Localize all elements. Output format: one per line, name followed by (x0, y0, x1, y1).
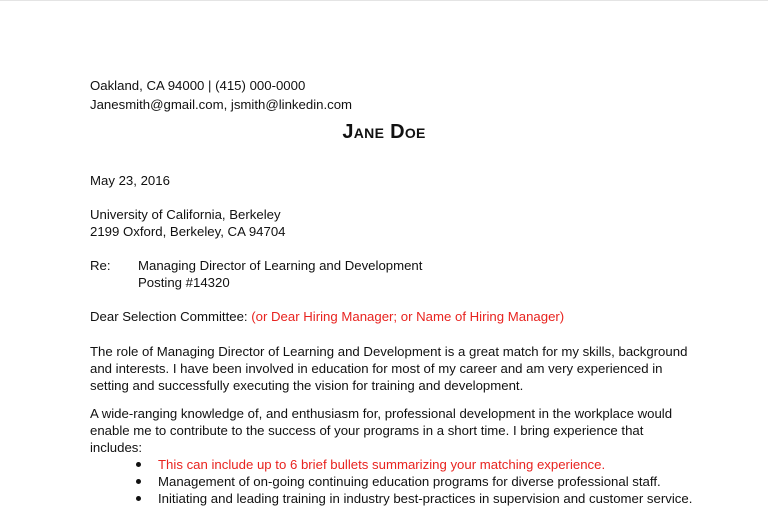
paragraph-2-line: enable me to contribute to the success of your programs in a short time. I bring experience that (90, 423, 644, 438)
bullet-icon (136, 479, 141, 484)
letter-date: May 23, 2016 (90, 173, 170, 188)
address-line: Oakland, CA 94000 | (415) 000-0000 (90, 78, 306, 93)
recipient-address: 2199 Oxford, Berkeley, CA 94704 (90, 224, 286, 239)
bullet-icon (136, 496, 141, 501)
bullet-item: This can include up to 6 brief bullets summarizing your matching experience. (158, 457, 606, 472)
paragraph-2-line: includes: (90, 440, 143, 455)
subject-line-1: Managing Director of Learning and Development (138, 258, 423, 273)
subject-label: Re: (90, 258, 111, 273)
subject-line-2: Posting #14320 (138, 275, 230, 290)
contact-line: Janesmith@gmail.com, jsmith@linkedin.com (90, 97, 353, 112)
page-top-edge (0, 0, 768, 1)
bullet-icon (136, 462, 141, 467)
applicant-name: Jane Doe (342, 121, 426, 143)
bullet-item: Management of on-going continuing education programs for diverse professional staff. (158, 474, 661, 489)
salutation-text: Dear Selection Committee: (90, 309, 252, 324)
bullet-item: Initiating and leading training in industry best-practices in supervision and customer service. (158, 491, 693, 506)
salutation (90, 308, 564, 325)
paragraph-1-line: The role of Managing Director of Learning and Development is a great match for my skills, background (90, 344, 688, 359)
salutation-note: (or Dear Hiring Manager; or Name of Hiring Manager) (251, 309, 565, 324)
paragraph-1-line: and interests. I have been involved in education for most of my career and am very experienced in (90, 361, 663, 376)
paragraph-2-line: A wide-ranging knowledge of, and enthusiasm for, professional development in the workplace would (90, 406, 673, 421)
paragraph-1-line: setting and successfully executing the vision for training and development. (90, 378, 524, 393)
recipient-org: University of California, Berkeley (90, 207, 281, 222)
